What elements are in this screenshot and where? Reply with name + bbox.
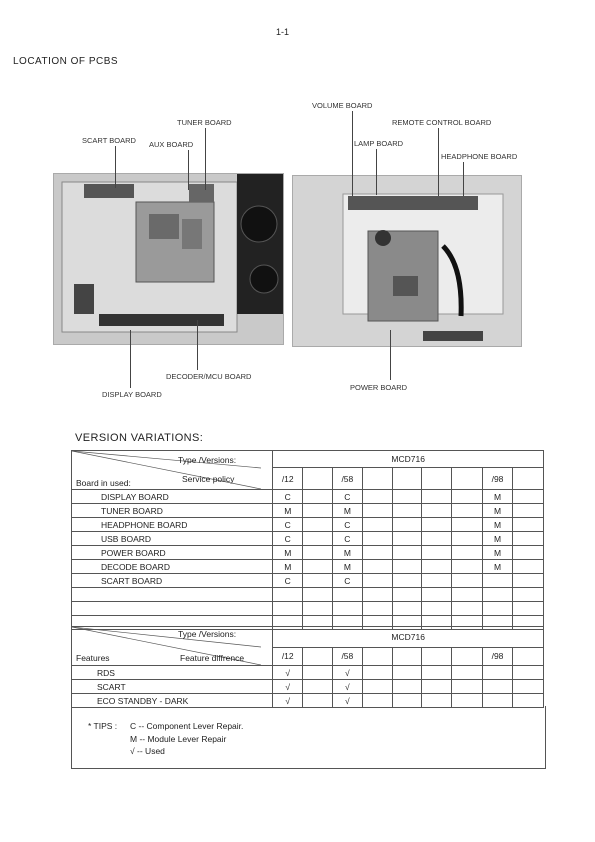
board-cell: M	[332, 546, 362, 560]
board-cell	[422, 518, 452, 532]
boards-rows-label: Board in used:	[76, 478, 131, 488]
boards-table	[71, 450, 544, 630]
board-cell	[452, 546, 483, 560]
board-cell	[392, 546, 422, 560]
boards-version-8: /98	[483, 468, 513, 490]
feature-cell	[362, 680, 392, 694]
feature-cell: √	[273, 666, 303, 680]
feature-cell	[512, 666, 543, 680]
board-row	[72, 518, 544, 532]
boards-version-2	[303, 468, 333, 490]
callout-display-board: DISPLAY BOARD	[102, 390, 162, 399]
features-version-1: /12	[273, 647, 303, 665]
board-cell: C	[332, 532, 362, 546]
feature-name: RDS	[72, 666, 273, 680]
features-header-cell	[72, 627, 273, 666]
board-name: SCART BOARD	[72, 574, 273, 588]
board-cell	[512, 532, 543, 546]
board-name: POWER BOARD	[72, 546, 273, 560]
board-cell	[512, 560, 543, 574]
right-photo-drawing	[293, 176, 521, 346]
callout-scart-board: SCART BOARD	[82, 136, 136, 145]
board-row	[72, 490, 544, 504]
boards-version-7	[452, 468, 483, 490]
boards-type-label: Type /Versions:	[178, 455, 237, 465]
leader-display	[130, 330, 131, 388]
board-cell	[362, 504, 392, 518]
board-cell	[303, 574, 333, 588]
board-cell: C	[273, 518, 303, 532]
board-cell	[452, 504, 483, 518]
board-cell	[512, 546, 543, 560]
leader-tuner	[205, 128, 206, 190]
board-cell	[362, 560, 392, 574]
board-cell: M	[483, 532, 513, 546]
boards-version-6	[422, 468, 452, 490]
callout-remote-control-board: REMOTE CONTROL BOARD	[392, 118, 492, 127]
features-version-5	[392, 647, 422, 665]
feature-cell	[303, 666, 333, 680]
left-pcb-photo	[53, 173, 284, 345]
leader-headphone	[463, 162, 464, 196]
features-model-cell: MCD716	[273, 627, 544, 648]
board-cell	[452, 560, 483, 574]
boards-version-9	[512, 468, 543, 490]
feature-cell: √	[273, 694, 303, 708]
boards-version-5	[392, 468, 422, 490]
board-row	[72, 546, 544, 560]
page-number: 1-1	[276, 27, 290, 37]
board-cell: M	[273, 546, 303, 560]
feature-cell: √	[332, 680, 362, 694]
board-row	[72, 504, 544, 518]
empty-row	[72, 602, 544, 616]
board-cell	[512, 490, 543, 504]
features-version-6	[422, 647, 452, 665]
board-cell	[303, 504, 333, 518]
callout-headphone-board: HEADPHONE BOARD	[441, 152, 518, 161]
board-cell	[422, 490, 452, 504]
version-variations-title: VERSION VARIATIONS:	[75, 432, 204, 444]
feature-row	[72, 680, 544, 694]
boards-header-cell	[72, 451, 273, 490]
board-cell: M	[483, 490, 513, 504]
board-cell	[362, 518, 392, 532]
board-cell: C	[332, 574, 362, 588]
board-cell	[452, 532, 483, 546]
board-cell	[512, 518, 543, 532]
features-version-2	[303, 647, 333, 665]
left-photo-drawing	[54, 174, 283, 344]
board-cell	[452, 518, 483, 532]
board-cell	[422, 546, 452, 560]
leader-volume	[352, 111, 353, 196]
board-cell	[392, 574, 422, 588]
feature-cell	[452, 666, 483, 680]
leader-lamp	[376, 149, 377, 195]
feature-cell	[422, 680, 452, 694]
board-cell	[303, 518, 333, 532]
board-row	[72, 532, 544, 546]
leader-aux	[188, 150, 189, 190]
feature-cell	[452, 680, 483, 694]
tips-line-module: M -- Module Lever Repair	[130, 734, 227, 744]
board-cell: C	[332, 518, 362, 532]
features-version-3: /58	[332, 647, 362, 665]
board-name: HEADPHONE BOARD	[72, 518, 273, 532]
board-cell	[303, 532, 333, 546]
board-cell	[422, 560, 452, 574]
features-version-7	[452, 647, 483, 665]
board-cell	[392, 490, 422, 504]
features-policy-label: Feature diffrence	[180, 653, 245, 663]
board-cell: M	[483, 518, 513, 532]
callout-volume-board: VOLUME BOARD	[312, 101, 373, 110]
board-cell: C	[332, 490, 362, 504]
board-cell: C	[273, 490, 303, 504]
board-cell	[362, 490, 392, 504]
board-row	[72, 574, 544, 588]
board-cell	[303, 560, 333, 574]
board-cell	[512, 574, 543, 588]
leader-decoder	[197, 320, 198, 370]
board-name: DISPLAY BOARD	[72, 490, 273, 504]
boards-version-1: /12	[273, 468, 303, 490]
board-cell	[362, 546, 392, 560]
leader-remote	[438, 128, 439, 196]
boards-model-cell: MCD716	[273, 451, 544, 468]
right-pcb-photo	[292, 175, 522, 347]
features-version-8: /98	[483, 647, 513, 665]
board-cell	[422, 532, 452, 546]
boards-version-3: /58	[332, 468, 362, 490]
board-cell	[362, 532, 392, 546]
callout-decoder-mcu-board: DECODER/MCU BOARD	[166, 372, 252, 381]
feature-cell	[303, 680, 333, 694]
board-cell: C	[273, 532, 303, 546]
feature-cell	[483, 680, 513, 694]
feature-row	[72, 666, 544, 680]
board-row	[72, 560, 544, 574]
feature-cell: √	[332, 694, 362, 708]
board-cell: M	[332, 560, 362, 574]
feature-cell	[512, 680, 543, 694]
tips-line-used: √ -- Used	[130, 746, 165, 756]
board-cell	[303, 490, 333, 504]
tips-line-component: C -- Component Lever Repair.	[130, 721, 244, 731]
features-rows-label: Features	[76, 653, 110, 663]
callout-aux-board: AUX BOARD	[149, 140, 194, 149]
boards-version-4	[362, 468, 392, 490]
boards-policy-label: Service policy	[182, 474, 235, 484]
callout-lamp-board: LAMP BOARD	[354, 139, 404, 148]
board-cell	[452, 490, 483, 504]
feature-cell	[362, 666, 392, 680]
board-cell	[303, 546, 333, 560]
feature-cell: √	[273, 680, 303, 694]
leader-scart	[115, 146, 116, 188]
board-cell: M	[332, 504, 362, 518]
board-cell: M	[483, 546, 513, 560]
feature-cell: √	[332, 666, 362, 680]
feature-cell	[483, 666, 513, 680]
board-cell: M	[483, 560, 513, 574]
board-cell	[362, 574, 392, 588]
leader-power	[390, 330, 391, 380]
callout-tuner-board: TUNER BOARD	[177, 118, 232, 127]
board-cell	[483, 574, 513, 588]
board-cell	[392, 560, 422, 574]
feature-name: SCART	[72, 680, 273, 694]
board-cell	[392, 532, 422, 546]
feature-cell	[422, 666, 452, 680]
board-cell	[512, 504, 543, 518]
empty-row	[72, 588, 544, 602]
features-version-9	[512, 647, 543, 665]
board-name: USB BOARD	[72, 532, 273, 546]
board-cell	[452, 574, 483, 588]
feature-cell	[392, 680, 422, 694]
board-cell: M	[273, 560, 303, 574]
features-type-label: Type /Versions:	[178, 629, 237, 639]
board-name: DECODE BOARD	[72, 560, 273, 574]
board-cell: C	[273, 574, 303, 588]
feature-name: ECO STANDBY - DARK	[72, 694, 273, 708]
features-table	[71, 626, 544, 708]
section-title: LOCATION OF PCBS	[13, 56, 119, 67]
board-cell: M	[273, 504, 303, 518]
feature-cell	[392, 666, 422, 680]
board-cell	[392, 518, 422, 532]
callout-power-board: POWER BOARD	[350, 383, 408, 392]
board-cell	[422, 574, 452, 588]
tips-label: * TIPS :	[88, 721, 118, 731]
board-cell: M	[483, 504, 513, 518]
features-version-4	[362, 647, 392, 665]
board-name: TUNER BOARD	[72, 504, 273, 518]
board-cell	[392, 504, 422, 518]
board-cell	[422, 504, 452, 518]
